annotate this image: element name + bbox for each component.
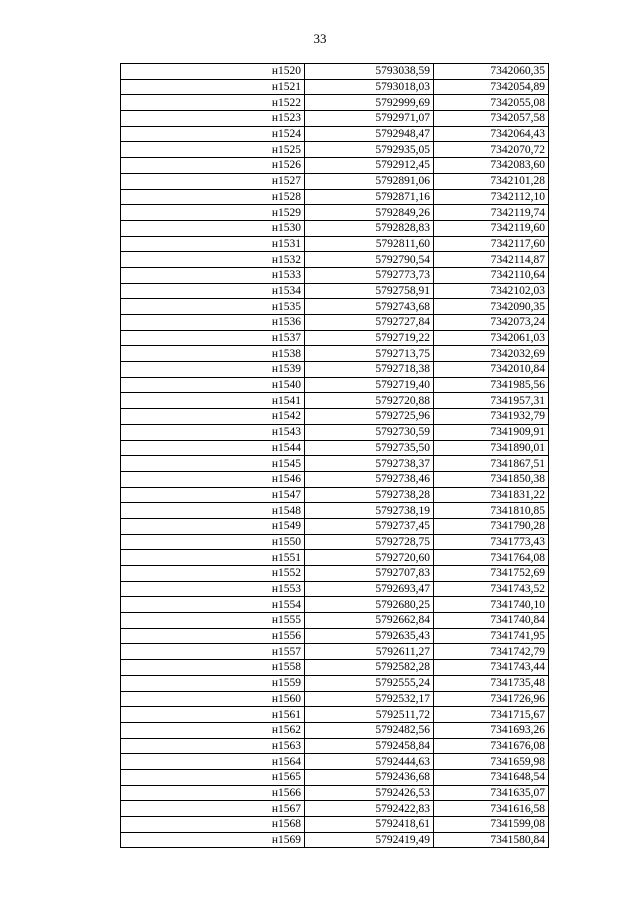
- table-row: [121, 409, 549, 425]
- point-id-cell: н1535: [121, 299, 305, 315]
- x-coordinate-cell: 5792971,07: [305, 111, 434, 127]
- table-row: [121, 518, 549, 534]
- y-coordinate-cell: 7341773,43: [434, 534, 549, 550]
- point-id-cell: н1557: [121, 644, 305, 660]
- y-coordinate-cell: 7342061,03: [434, 330, 549, 346]
- y-coordinate-cell: 7342083,60: [434, 158, 549, 174]
- table-row: [121, 487, 549, 503]
- x-coordinate-cell: 5792727,84: [305, 315, 434, 331]
- point-id-cell: н1533: [121, 267, 305, 283]
- table-row: [121, 142, 549, 158]
- point-id-cell: н1528: [121, 189, 305, 205]
- y-coordinate-cell: 7341693,26: [434, 722, 549, 738]
- x-coordinate-cell: 5792828,83: [305, 220, 434, 236]
- point-id-cell: н1542: [121, 409, 305, 425]
- x-coordinate-cell: 5792611,27: [305, 644, 434, 660]
- y-coordinate-cell: 7341659,98: [434, 754, 549, 770]
- table-row: [121, 111, 549, 127]
- table-row: [121, 675, 549, 691]
- point-id-cell: н1563: [121, 738, 305, 754]
- table-row: [121, 189, 549, 205]
- x-coordinate-cell: 5792436,68: [305, 769, 434, 785]
- table-row: [121, 64, 549, 80]
- y-coordinate-cell: 7342119,60: [434, 220, 549, 236]
- point-id-cell: н1552: [121, 566, 305, 582]
- point-id-cell: н1540: [121, 377, 305, 393]
- table-row: [121, 299, 549, 315]
- y-coordinate-cell: 7341743,44: [434, 660, 549, 676]
- x-coordinate-cell: 5792719,40: [305, 377, 434, 393]
- point-id-cell: н1565: [121, 769, 305, 785]
- table-row: [121, 236, 549, 252]
- y-coordinate-cell: 7341810,85: [434, 503, 549, 519]
- x-coordinate-cell: 5792758,91: [305, 283, 434, 299]
- x-coordinate-cell: 5792662,84: [305, 613, 434, 629]
- y-coordinate-cell: 7342102,03: [434, 283, 549, 299]
- table-row: [121, 691, 549, 707]
- table-row: [121, 566, 549, 582]
- point-id-cell: н1525: [121, 142, 305, 158]
- y-coordinate-cell: 7341740,84: [434, 613, 549, 629]
- y-coordinate-cell: 7341743,52: [434, 581, 549, 597]
- point-id-cell: н1549: [121, 518, 305, 534]
- y-coordinate-cell: 7342032,69: [434, 346, 549, 362]
- point-id-cell: н1547: [121, 487, 305, 503]
- table-row: [121, 126, 549, 142]
- x-coordinate-cell: 5792458,84: [305, 738, 434, 754]
- x-coordinate-cell: 5792555,24: [305, 675, 434, 691]
- x-coordinate-cell: 5792419,49: [305, 832, 434, 848]
- table-row: [121, 550, 549, 566]
- table-row: [121, 801, 549, 817]
- y-coordinate-cell: 7341715,67: [434, 707, 549, 723]
- table-row: [121, 220, 549, 236]
- point-id-cell: н1543: [121, 424, 305, 440]
- x-coordinate-cell: 5792720,88: [305, 393, 434, 409]
- table-row: [121, 362, 549, 378]
- table-row: [121, 267, 549, 283]
- x-coordinate-cell: 5792511,72: [305, 707, 434, 723]
- y-coordinate-cell: 7341676,08: [434, 738, 549, 754]
- y-coordinate-cell: 7341985,56: [434, 377, 549, 393]
- x-coordinate-cell: 5792743,68: [305, 299, 434, 315]
- y-coordinate-cell: 7341890,01: [434, 440, 549, 456]
- x-coordinate-cell: 5792713,75: [305, 346, 434, 362]
- table-row: [121, 330, 549, 346]
- point-id-cell: н1559: [121, 675, 305, 691]
- table-row: [121, 315, 549, 331]
- point-id-cell: н1522: [121, 95, 305, 111]
- point-id-cell: н1523: [121, 111, 305, 127]
- y-coordinate-cell: 7341932,79: [434, 409, 549, 425]
- x-coordinate-cell: 5792738,28: [305, 487, 434, 503]
- point-id-cell: н1567: [121, 801, 305, 817]
- point-id-cell: н1568: [121, 817, 305, 833]
- table-row: [121, 769, 549, 785]
- y-coordinate-cell: 7342054,89: [434, 79, 549, 95]
- x-coordinate-cell: 5792680,25: [305, 597, 434, 613]
- table-row: [121, 503, 549, 519]
- x-coordinate-cell: 5792728,75: [305, 534, 434, 550]
- y-coordinate-cell: 7342090,35: [434, 299, 549, 315]
- x-coordinate-cell: 5792735,50: [305, 440, 434, 456]
- point-id-cell: н1545: [121, 456, 305, 472]
- x-coordinate-cell: 5792707,83: [305, 566, 434, 582]
- y-coordinate-cell: 7341735,48: [434, 675, 549, 691]
- y-coordinate-cell: 7341616,58: [434, 801, 549, 817]
- point-id-cell: н1561: [121, 707, 305, 723]
- x-coordinate-cell: 5792482,56: [305, 722, 434, 738]
- y-coordinate-cell: 7342064,43: [434, 126, 549, 142]
- y-coordinate-cell: 7342110,64: [434, 267, 549, 283]
- point-id-cell: н1521: [121, 79, 305, 95]
- y-coordinate-cell: 7341599,08: [434, 817, 549, 833]
- y-coordinate-cell: 7341740,10: [434, 597, 549, 613]
- y-coordinate-cell: 7342055,08: [434, 95, 549, 111]
- table-row: [121, 393, 549, 409]
- point-id-cell: н1536: [121, 315, 305, 331]
- point-id-cell: н1541: [121, 393, 305, 409]
- table-row: [121, 252, 549, 268]
- x-coordinate-cell: 5792737,45: [305, 518, 434, 534]
- x-coordinate-cell: 5793018,03: [305, 79, 434, 95]
- x-coordinate-cell: 5792912,45: [305, 158, 434, 174]
- y-coordinate-cell: 7341742,79: [434, 644, 549, 660]
- point-id-cell: н1548: [121, 503, 305, 519]
- x-coordinate-cell: 5792725,96: [305, 409, 434, 425]
- y-coordinate-cell: 7342117,60: [434, 236, 549, 252]
- x-coordinate-cell: 5792871,16: [305, 189, 434, 205]
- point-id-cell: н1564: [121, 754, 305, 770]
- point-id-cell: н1555: [121, 613, 305, 629]
- point-id-cell: н1537: [121, 330, 305, 346]
- y-coordinate-cell: 7342057,58: [434, 111, 549, 127]
- y-coordinate-cell: 7342119,74: [434, 205, 549, 221]
- table-row: [121, 722, 549, 738]
- y-coordinate-cell: 7342073,24: [434, 315, 549, 331]
- point-id-cell: н1529: [121, 205, 305, 221]
- y-coordinate-cell: 7341580,84: [434, 832, 549, 848]
- y-coordinate-cell: 7342101,28: [434, 173, 549, 189]
- table-row: [121, 785, 549, 801]
- x-coordinate-cell: 5792738,37: [305, 456, 434, 472]
- table-row: [121, 95, 549, 111]
- point-id-cell: н1544: [121, 440, 305, 456]
- point-id-cell: н1546: [121, 471, 305, 487]
- point-id-cell: н1566: [121, 785, 305, 801]
- y-coordinate-cell: 7341831,22: [434, 487, 549, 503]
- point-id-cell: н1531: [121, 236, 305, 252]
- table-row: [121, 377, 549, 393]
- x-coordinate-cell: 5792891,06: [305, 173, 434, 189]
- table-row: [121, 456, 549, 472]
- table-row: [121, 424, 549, 440]
- point-id-cell: н1562: [121, 722, 305, 738]
- x-coordinate-cell: 5792738,19: [305, 503, 434, 519]
- point-id-cell: н1524: [121, 126, 305, 142]
- x-coordinate-cell: 5792532,17: [305, 691, 434, 707]
- x-coordinate-cell: 5792693,47: [305, 581, 434, 597]
- table-row: [121, 707, 549, 723]
- table-row: [121, 628, 549, 644]
- point-id-cell: н1532: [121, 252, 305, 268]
- y-coordinate-cell: 7341764,08: [434, 550, 549, 566]
- table-row: [121, 832, 549, 848]
- table-row: [121, 440, 549, 456]
- point-id-cell: н1550: [121, 534, 305, 550]
- x-coordinate-cell: 5792444,63: [305, 754, 434, 770]
- point-id-cell: н1527: [121, 173, 305, 189]
- y-coordinate-cell: 7342112,10: [434, 189, 549, 205]
- point-id-cell: н1530: [121, 220, 305, 236]
- point-id-cell: н1560: [121, 691, 305, 707]
- y-coordinate-cell: 7341635,07: [434, 785, 549, 801]
- point-id-cell: н1556: [121, 628, 305, 644]
- y-coordinate-cell: 7341726,96: [434, 691, 549, 707]
- y-coordinate-cell: 7341741,95: [434, 628, 549, 644]
- x-coordinate-cell: 5792790,54: [305, 252, 434, 268]
- point-id-cell: н1553: [121, 581, 305, 597]
- point-id-cell: н1526: [121, 158, 305, 174]
- x-coordinate-cell: 5792718,38: [305, 362, 434, 378]
- table-row: [121, 581, 549, 597]
- x-coordinate-cell: 5792719,22: [305, 330, 434, 346]
- x-coordinate-cell: 5792426,53: [305, 785, 434, 801]
- table-row: [121, 613, 549, 629]
- y-coordinate-cell: 7341648,54: [434, 769, 549, 785]
- table-row: [121, 205, 549, 221]
- coordinates-table: [120, 63, 549, 848]
- table-row: [121, 158, 549, 174]
- x-coordinate-cell: 5792730,59: [305, 424, 434, 440]
- x-coordinate-cell: 5792773,73: [305, 267, 434, 283]
- table-row: [121, 660, 549, 676]
- coordinates-table-body: [121, 64, 549, 848]
- x-coordinate-cell: 5792948,47: [305, 126, 434, 142]
- y-coordinate-cell: 7342114,87: [434, 252, 549, 268]
- point-id-cell: н1539: [121, 362, 305, 378]
- point-id-cell: н1554: [121, 597, 305, 613]
- table-row: [121, 738, 549, 754]
- y-coordinate-cell: 7341909,91: [434, 424, 549, 440]
- point-id-cell: н1538: [121, 346, 305, 362]
- x-coordinate-cell: 5792720,60: [305, 550, 434, 566]
- table-row: [121, 534, 549, 550]
- page-number: 33: [313, 31, 327, 46]
- x-coordinate-cell: 5792418,61: [305, 817, 434, 833]
- point-id-cell: н1520: [121, 64, 305, 80]
- point-id-cell: н1534: [121, 283, 305, 299]
- x-coordinate-cell: 5792935,05: [305, 142, 434, 158]
- x-coordinate-cell: 5792849,26: [305, 205, 434, 221]
- y-coordinate-cell: 7342070,72: [434, 142, 549, 158]
- x-coordinate-cell: 5793038,59: [305, 64, 434, 80]
- table-row: [121, 346, 549, 362]
- y-coordinate-cell: 7341850,38: [434, 471, 549, 487]
- table-row: [121, 817, 549, 833]
- table-row: [121, 173, 549, 189]
- x-coordinate-cell: 5792582,28: [305, 660, 434, 676]
- table-row: [121, 754, 549, 770]
- y-coordinate-cell: 7341752,69: [434, 566, 549, 582]
- x-coordinate-cell: 5792635,43: [305, 628, 434, 644]
- table-row: [121, 471, 549, 487]
- table-row: [121, 597, 549, 613]
- x-coordinate-cell: 5792811,60: [305, 236, 434, 252]
- table-row: [121, 283, 549, 299]
- y-coordinate-cell: 7341790,28: [434, 518, 549, 534]
- y-coordinate-cell: 7341957,31: [434, 393, 549, 409]
- y-coordinate-cell: 7342060,35: [434, 64, 549, 80]
- point-id-cell: н1569: [121, 832, 305, 848]
- table-row: [121, 644, 549, 660]
- x-coordinate-cell: 5792999,69: [305, 95, 434, 111]
- y-coordinate-cell: 7342010,84: [434, 362, 549, 378]
- table-row: [121, 79, 549, 95]
- point-id-cell: н1558: [121, 660, 305, 676]
- y-coordinate-cell: 7341867,51: [434, 456, 549, 472]
- x-coordinate-cell: 5792738,46: [305, 471, 434, 487]
- x-coordinate-cell: 5792422,83: [305, 801, 434, 817]
- point-id-cell: н1551: [121, 550, 305, 566]
